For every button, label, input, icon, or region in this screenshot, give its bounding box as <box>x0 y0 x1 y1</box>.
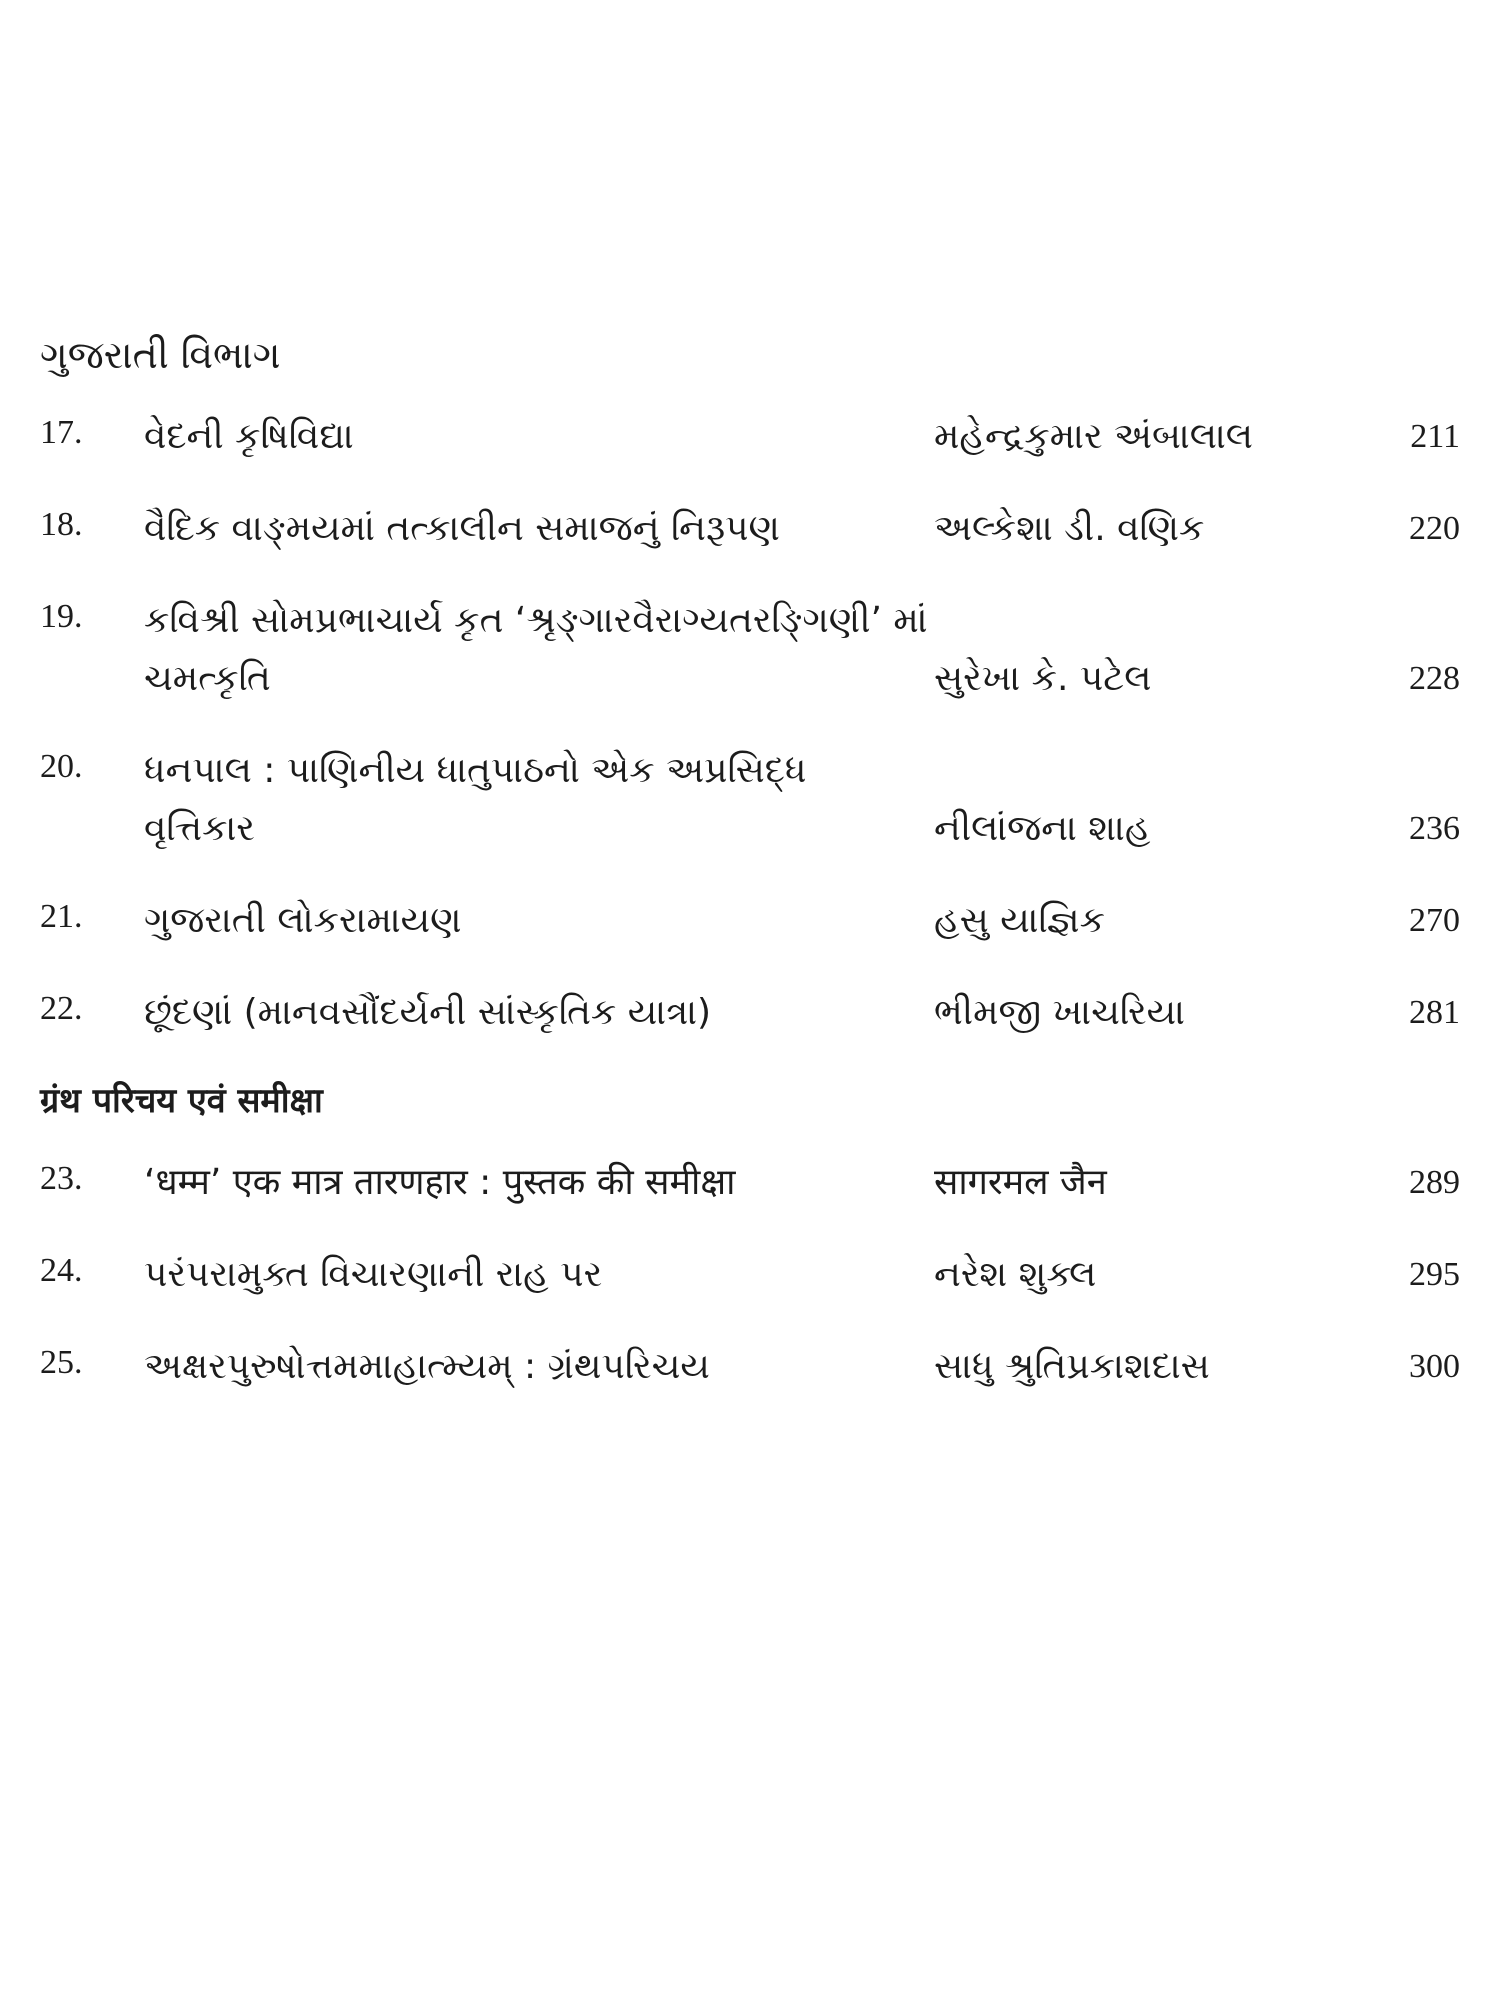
entry-author: અલ્કેશા ડી. વણિક <box>934 508 1205 549</box>
entry-title-line: વૈદિક વાઙ્મયમાં તત્કાલીન સમાજનું નિરૂપણ <box>144 508 780 549</box>
entry-number: 23. <box>40 1160 83 1197</box>
toc-entry-24 <box>40 1246 1460 1304</box>
entry-title-line: કવિશ્રી સોમપ્રભાચાર્ય કૃત ‘શ્રૃઙ્ગારવૈરાગ્યતરઙ્ગિણી’ માં <box>144 600 928 641</box>
entry-title <box>144 1246 934 1304</box>
entry-title-line: ધનપાલ : પાણિનીય ધાતુપાઠનો એક અપ્રસિદ્ધ <box>144 750 807 791</box>
toc-entry-18 <box>40 500 1460 558</box>
entry-page-number: 211 <box>1410 418 1460 455</box>
entry-number: 17. <box>40 414 83 451</box>
entry-number: 22. <box>40 990 83 1027</box>
entry-number: 19. <box>40 598 83 635</box>
entry-page-number: 300 <box>1409 1348 1460 1385</box>
toc-entry-19 <box>40 592 1460 708</box>
entry-page-number: 295 <box>1409 1256 1460 1293</box>
entry-title <box>144 1338 934 1396</box>
entry-author: નીલાંજના શાહ <box>934 808 1151 849</box>
section-heading: ग्रंथ परिचय एवं समीक्षा <box>40 1081 323 1121</box>
entry-author: ભીમજી ખાચરિયા <box>934 992 1185 1033</box>
entry-title-line: પરંપરામુક્ત વિચારણાની રાહ પર <box>144 1254 603 1295</box>
entry-title <box>144 892 934 950</box>
entry-author: સાધુ શ્રુતિપ્રકાશદાસ <box>934 1346 1210 1387</box>
section-heading: ગુજરાતી વિભાગ <box>40 333 281 377</box>
entry-author: હસુ યાજ્ઞિક <box>934 900 1105 941</box>
entry-author: મહેન્દ્રકુમાર અંબાલાલ <box>934 416 1253 457</box>
entry-number: 20. <box>40 748 83 785</box>
entry-number: 18. <box>40 506 83 543</box>
entry-author: सागरमल जैन <box>934 1162 1107 1203</box>
table-of-contents <box>40 330 1460 1430</box>
toc-entry-22 <box>40 984 1460 1042</box>
entry-title <box>144 742 934 858</box>
entry-number: 24. <box>40 1252 83 1289</box>
entry-title-line: ચમત્કૃતિ <box>144 658 271 699</box>
entry-title-line: વેદની કૃષિવિદ્યા <box>144 416 354 457</box>
toc-entry-21 <box>40 892 1460 950</box>
toc-entry-20 <box>40 742 1460 858</box>
entry-title-line: છૂંદણાં (માનવસૌંદર્યની સાંસ્કૃતિક યાત્રા) <box>144 992 712 1033</box>
toc-entry-17 <box>40 408 1460 466</box>
entry-title <box>144 592 934 708</box>
entry-page-number: 289 <box>1409 1164 1460 1201</box>
entry-page-number: 281 <box>1409 994 1460 1031</box>
entry-number: 25. <box>40 1344 83 1381</box>
toc-entry-25 <box>40 1338 1460 1396</box>
entry-title <box>144 984 934 1042</box>
section-gujarati <box>40 330 1460 1042</box>
entry-title <box>144 408 934 466</box>
entry-title-line: ગુજરાતી લોકરામાયણ <box>144 900 462 941</box>
section-book-review <box>40 1076 1460 1396</box>
entry-title <box>144 500 934 558</box>
toc-entry-23 <box>40 1154 1460 1212</box>
entry-page-number: 228 <box>1409 660 1460 697</box>
entry-author: સુરેખા કે. પટેલ <box>934 658 1152 699</box>
entry-title-line: ‘धम्म’ एक मात्र तारणहार : पुस्तक की समीक्षा <box>144 1162 736 1203</box>
entry-title-line: અક્ષરપુરુષોત્તમમાહાત્મ્યમ્ : ગ્રંથપરિચય <box>144 1346 710 1387</box>
entry-page-number: 220 <box>1409 510 1460 547</box>
entry-title <box>144 1154 934 1212</box>
entry-number: 21. <box>40 898 83 935</box>
entry-page-number: 236 <box>1409 810 1460 847</box>
entry-page-number: 270 <box>1409 902 1460 939</box>
entry-title-line: વૃત્તિકાર <box>144 808 255 849</box>
entry-author: નરેશ શુક્લ <box>934 1254 1097 1295</box>
